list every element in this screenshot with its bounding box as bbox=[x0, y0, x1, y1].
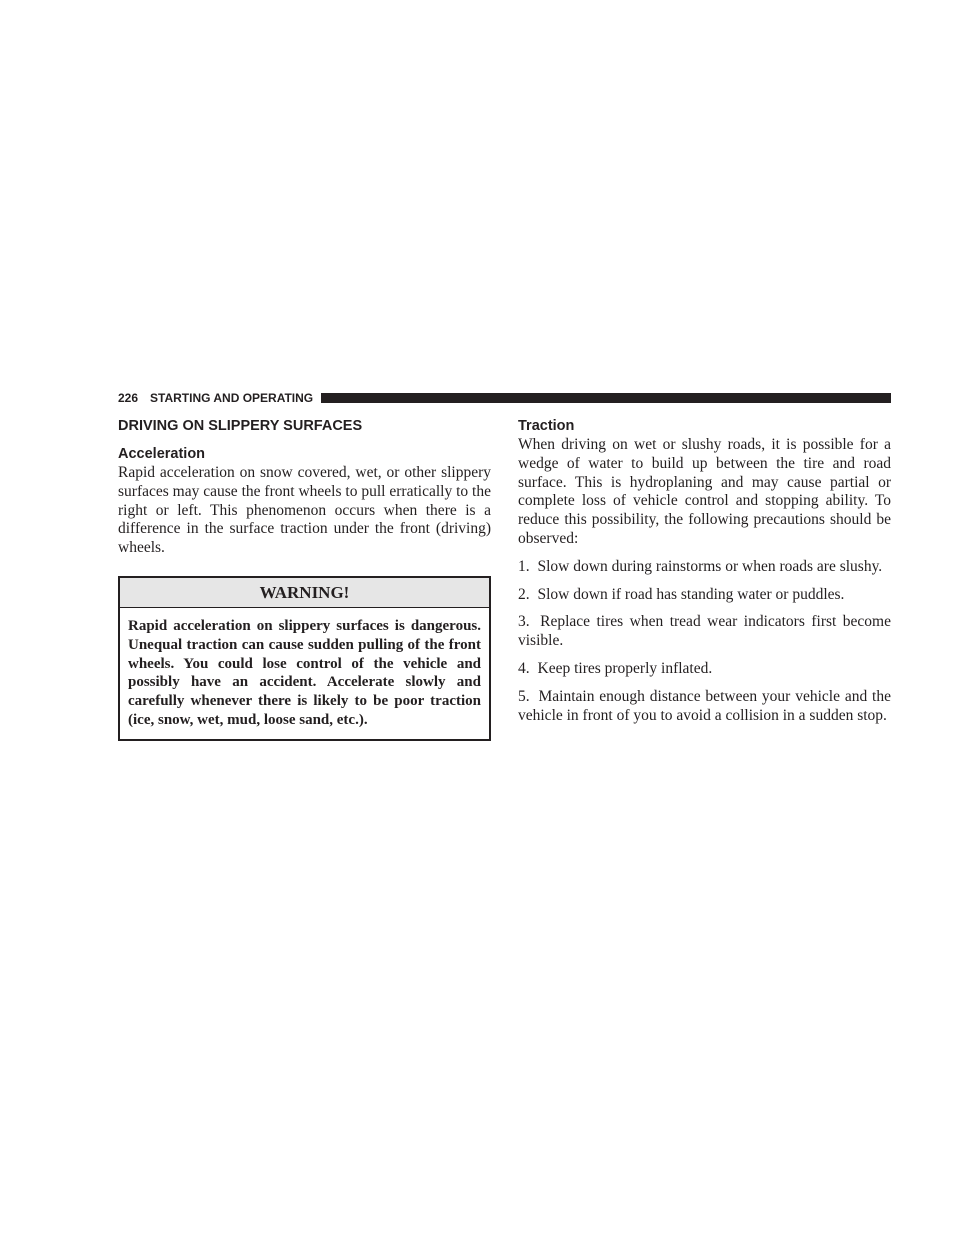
section-name: STARTING AND OPERATING bbox=[150, 391, 314, 405]
list-item-number: 5. bbox=[518, 687, 530, 705]
list-item-number: 2. bbox=[518, 585, 530, 603]
traction-paragraph: When driving on wet or slushy roads, it is possible for a wedge of water to build up between the tire and road surface. This is hydroplaning and may cause partial or complete loss of vehicle control and stopping ability. To reduce this possibility, the following precautions should be observed: bbox=[518, 436, 891, 547]
page-number: 226 bbox=[118, 391, 139, 405]
warning-text: Rapid acceleration on slippery surfaces is dangerous. Unequal traction can cause sudden pulling of the front wheels. You could lose control of the vehicle and possibly have an accident. Accelerate slowly and carefully whenever there is likely to be poor traction (ice, snow, wet, mud, loose sand, etc.). bbox=[128, 617, 481, 728]
traction-heading: Traction bbox=[518, 418, 575, 434]
list-item-text: Replace tires when tread wear indicators first become visible. bbox=[518, 613, 891, 650]
list-item-text: Slow down during rainstorms or when roads are slushy. bbox=[537, 557, 883, 575]
list-item-number: 1. bbox=[518, 557, 530, 575]
warning-box bbox=[118, 576, 491, 741]
list-item bbox=[518, 688, 891, 726]
acceleration-paragraph: Rapid acceleration on snow covered, wet, or other slippery surfaces may cause the front wheels to pull erratically to the right or left. This phenomenon occurs when there is a difference in the surface traction under the front (driving) wheels. bbox=[118, 464, 491, 557]
page-header bbox=[118, 389, 891, 407]
list-item bbox=[518, 586, 891, 605]
list-item-text: Slow down if road has standing water or puddles. bbox=[537, 585, 845, 603]
list-item-number: 3. bbox=[518, 613, 530, 631]
list-item-text: Keep tires properly inflated. bbox=[537, 659, 713, 677]
list-item bbox=[518, 660, 891, 679]
list-item-number: 4. bbox=[518, 659, 530, 677]
right-column bbox=[518, 416, 891, 725]
section-title: DRIVING ON SLIPPERY SURFACES bbox=[118, 418, 363, 434]
header-rule-bar bbox=[321, 393, 891, 403]
acceleration-heading: Acceleration bbox=[118, 446, 206, 462]
list-item-text: Maintain enough distance between your vehicle and the vehicle in front of you to avoid a collision in a sudden stop. bbox=[518, 687, 891, 724]
list-item bbox=[518, 558, 891, 577]
list-item bbox=[518, 613, 891, 651]
warning-title: WARNING! bbox=[120, 578, 489, 608]
left-column bbox=[118, 416, 491, 741]
